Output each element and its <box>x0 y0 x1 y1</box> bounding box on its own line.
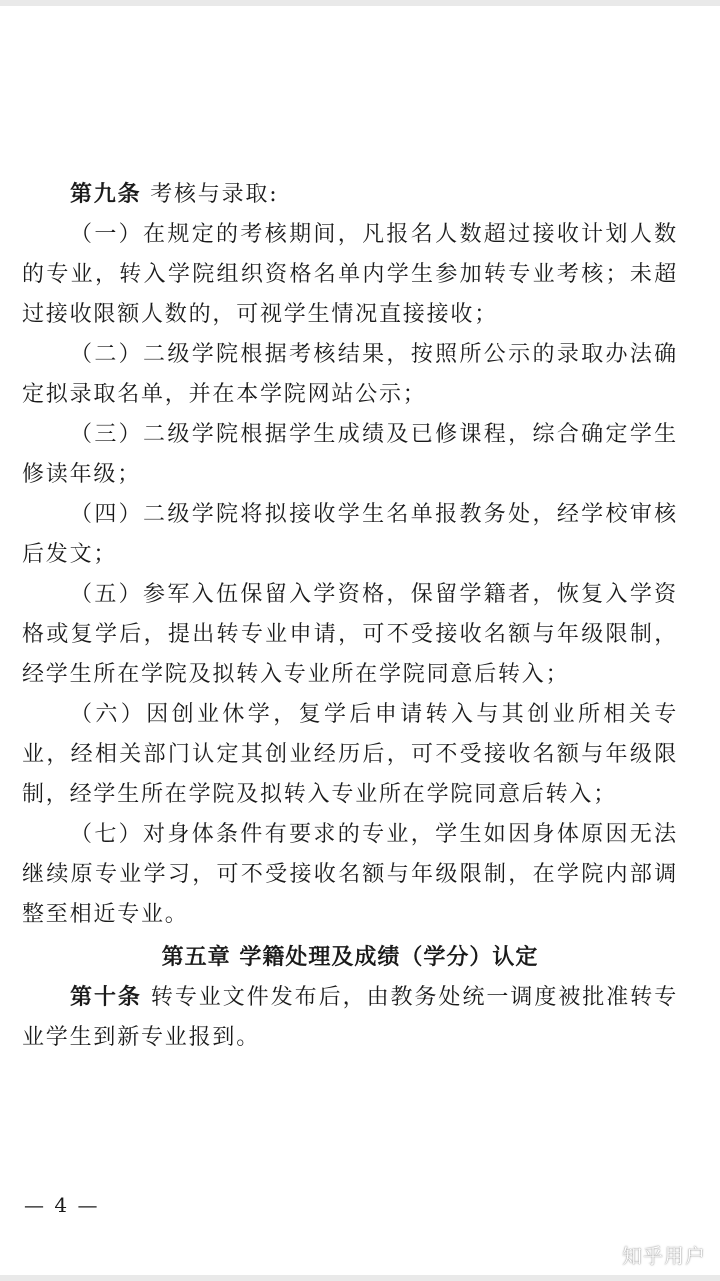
article-10-text: 转专业文件发布后，由教务处统一调度被批准转专业学生到新专业报到。 <box>22 985 678 1050</box>
article-9-item-3: （三）二级学院根据学生成绩及已修课程，综合确定学生修读年级； <box>22 422 678 487</box>
zhihu-watermark: 知乎用户 <box>622 1244 706 1268</box>
article-9-item-6: （六）因创业休学，复学后申请转入与其创业所相关专业，经相关部门认定其创业经历后，可不受接收名额与年级限制，经学生所在学院及拟转入专业所在学院同意后转入； <box>22 702 678 807</box>
article-9-item-5: （五）参军入伍保留入学资格，保留学籍者，恢复入学资格或复学后，提出转专业申请，可不受接收名额与年级限制，经学生所在学院及拟转入专业所在学院同意后转入； <box>22 582 678 687</box>
article-10-heading: 第十条 <box>70 984 142 1010</box>
article-9-heading: 第九条 <box>70 181 142 207</box>
document-body <box>22 174 678 1058</box>
article-10 <box>22 977 678 1058</box>
article-9-item-4: （四）二级学院将拟接收学生名单报教务处，经学校审核后发文； <box>22 502 678 567</box>
article-9-title-text: 考核与录取: <box>150 182 279 207</box>
article-9-item-2: （二）二级学院根据考核结果，按照所公示的录取办法确定拟录取名单，并在本学院网站公示； <box>22 342 678 407</box>
page-number: — 4 — <box>24 1193 100 1217</box>
chapter-5-title: 第五章 学籍处理及成绩（学分）认定 <box>161 944 539 970</box>
article-9-item-7: （七）对身体条件有要求的专业，学生如因身体原因无法继续原专业学习，可不受接收名额与年级限制，在学院内部调整至相近专业。 <box>22 822 678 927</box>
article-9-title <box>22 174 678 215</box>
document-page <box>0 6 720 1275</box>
article-9-item-1: （一）在规定的考核期间，凡报名人数超过接收计划人数的专业，转入学院组织资格名单内学生参加转专业考核；未超过接收限额人数的，可视学生情况直接接收； <box>22 222 678 327</box>
